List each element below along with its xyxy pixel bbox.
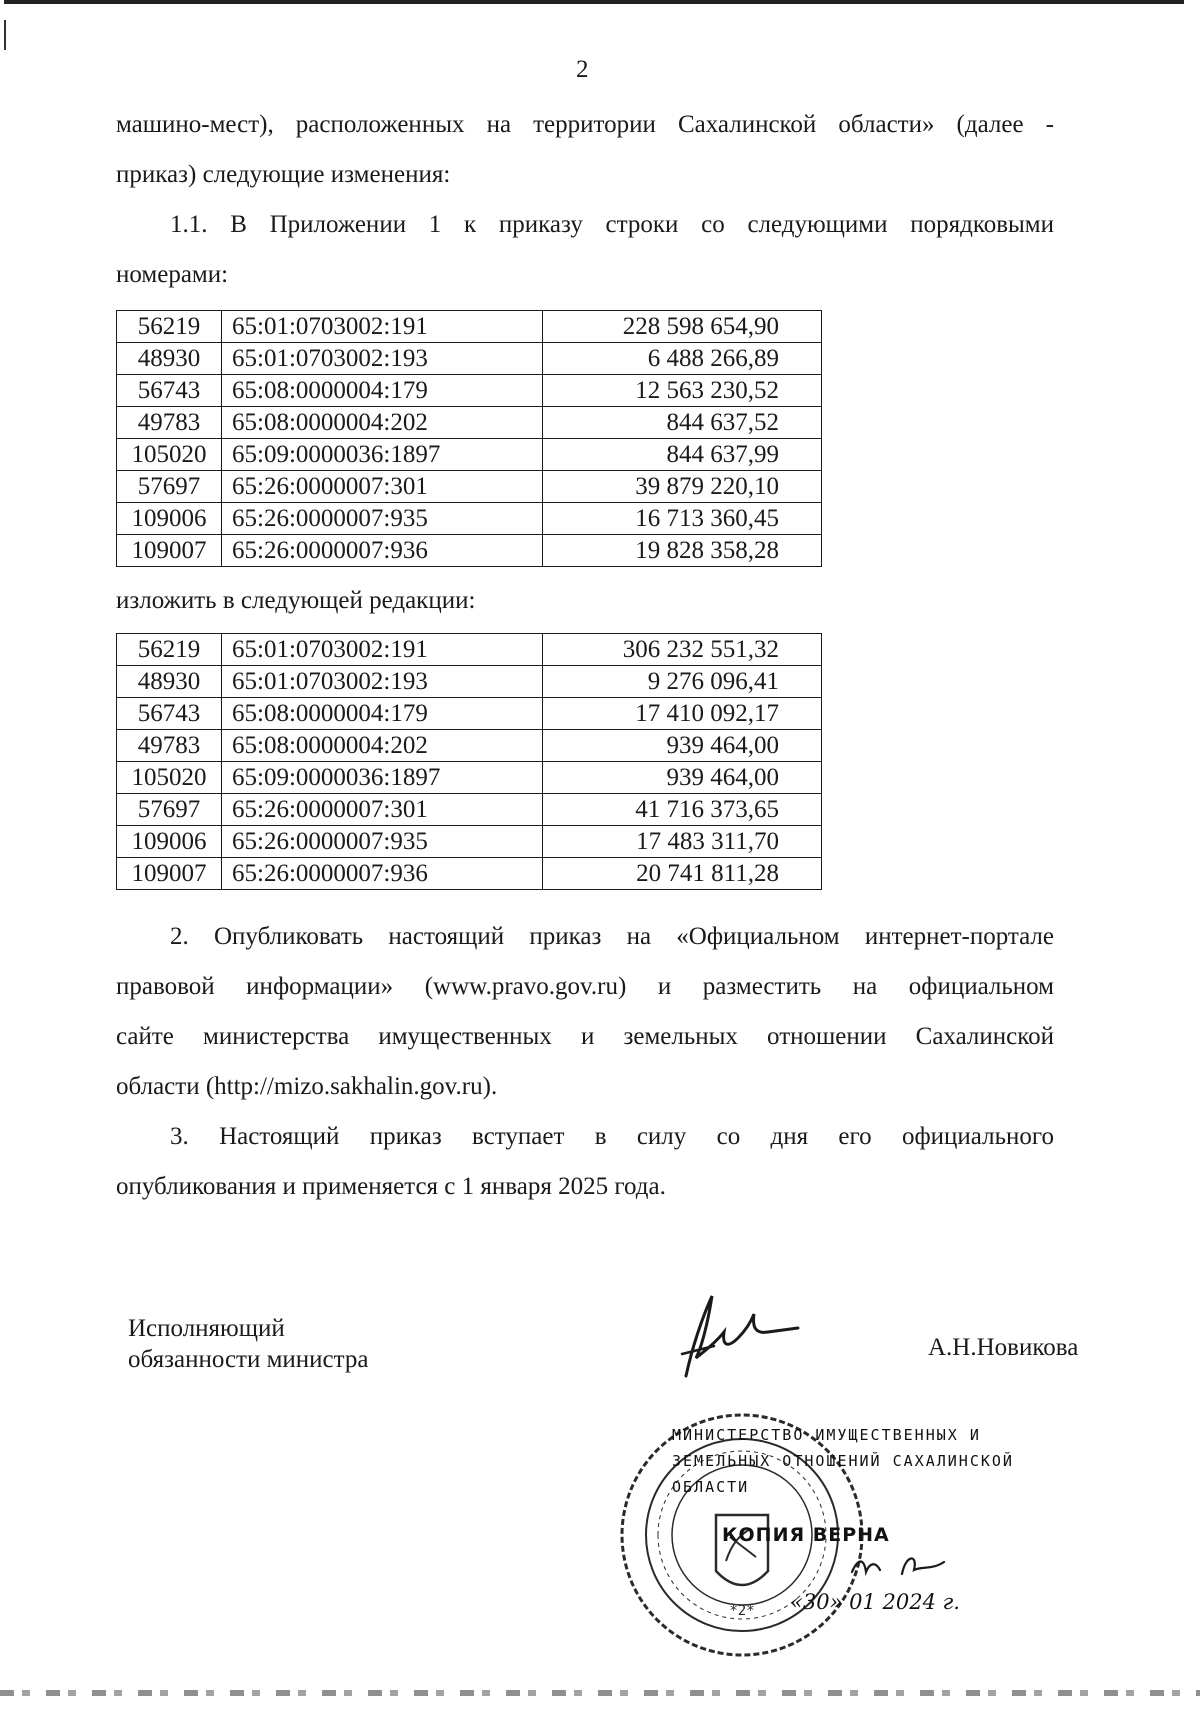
cadastral-number: 65:26:0000007:936 [222,535,543,567]
cadastral-value: 41 716 373,65 [543,794,822,826]
row-number: 56219 [117,634,222,666]
cadastral-value: 228 598 654,90 [543,311,822,343]
cadastral-value: 17 483 311,70 [543,826,822,858]
table-row [117,698,822,730]
intro-line-1: машино-мест), расположенных на территории Сахалинской области» (далее - [116,111,1054,138]
cadastral-value: 306 232 551,32 [543,634,822,666]
table-row [117,794,822,826]
table-row [117,407,822,439]
cadastral-value: 6 488 266,89 [543,343,822,375]
row-number: 49783 [117,407,222,439]
row-number: 48930 [117,666,222,698]
table-row [117,858,822,890]
svg-text:*2*: *2* [729,1603,755,1619]
row-number: 109006 [117,503,222,535]
item-2-line-3: сайте министерства имущественных и земельных отношении Сахалинской [116,1023,1054,1050]
cadastral-value: 844 637,52 [543,407,822,439]
table-row [117,343,822,375]
cadastral-value: 17 410 092,17 [543,698,822,730]
certification-date: «30» 01 2024 г. [790,1590,960,1614]
certification-org-line-1: МИНИСТЕРСТВО ИМУЩЕСТВЕННЫХ И [672,1426,981,1444]
signatory-name: А.Н.Новикова [928,1334,1079,1361]
signatory-title-line-2: обязанности министра [128,1346,369,1373]
cadastral-value: 939 464,00 [543,730,822,762]
row-number: 105020 [117,762,222,794]
cadastral-value: 16 713 360,45 [543,503,822,535]
intro-line-2: приказ) следующие изменения: [116,161,451,188]
cadastral-number: 65:08:0000004:179 [222,698,543,730]
cadastral-number: 65:08:0000004:179 [222,375,543,407]
item-3-line-1: 3. Настоящий приказ вступает в силу со дня его официального [170,1123,1054,1150]
item-2-line-4: области (http://mizo.sakhalin.gov.ru). [116,1073,498,1100]
certification-block [672,1418,1072,1628]
handwritten-signature [672,1288,802,1380]
certification-org-line-2: ЗЕМЕЛЬНЫХ ОТНОШЕНИЙ САХАЛИНСКОЙ [672,1452,1014,1470]
table-row [117,471,822,503]
item-1-1-line-1: 1.1. В Приложении 1 к приказу строки со следующими порядковыми [170,211,1054,238]
table-row [117,503,822,535]
cadastral-number: 65:26:0000007:935 [222,503,543,535]
row-number: 57697 [117,794,222,826]
table-row [117,762,822,794]
cadastral-value: 20 741 811,28 [543,858,822,890]
table-row [117,666,822,698]
cadastral-number: 65:09:0000036:1897 [222,439,543,471]
certifier-initials [822,1548,962,1582]
cadastral-value: 19 828 358,28 [543,535,822,567]
table-new-values [116,633,822,890]
cadastral-value: 12 563 230,52 [543,375,822,407]
signatory-title-line-1: Исполняющий [128,1315,285,1342]
table-row [117,826,822,858]
table-old-values [116,310,822,567]
copy-certified-label: КОПИЯ ВЕРНА [722,1524,890,1546]
cadastral-number: 65:09:0000036:1897 [222,762,543,794]
item-2-line-2: правовой информации» (www.pravo.gov.ru) и разместить на официальном [116,973,1054,1000]
cadastral-number: 65:01:0703002:191 [222,311,543,343]
cadastral-number: 65:08:0000004:202 [222,730,543,762]
transition-text: изложить в следующей редакции: [116,587,476,614]
cadastral-number: 65:26:0000007:935 [222,826,543,858]
row-number: 48930 [117,343,222,375]
row-number: 109007 [117,858,222,890]
cadastral-value: 39 879 220,10 [543,471,822,503]
cadastral-number: 65:01:0703002:191 [222,634,543,666]
row-number: 109007 [117,535,222,567]
cadastral-value: 9 276 096,41 [543,666,822,698]
row-number: 105020 [117,439,222,471]
table-row [117,311,822,343]
page-number: 2 [576,56,589,83]
cadastral-number: 65:08:0000004:202 [222,407,543,439]
cadastral-number: 65:26:0000007:301 [222,794,543,826]
left-scan-mark [4,20,6,50]
cadastral-number: 65:01:0703002:193 [222,666,543,698]
cadastral-number: 65:26:0000007:301 [222,471,543,503]
row-number: 56219 [117,311,222,343]
table-row [117,439,822,471]
signatory-title [128,1313,368,1375]
cadastral-value: 939 464,00 [543,762,822,794]
row-number: 57697 [117,471,222,503]
table-row [117,634,822,666]
cadastral-number: 65:01:0703002:193 [222,343,543,375]
table-row [117,535,822,567]
certification-org-line-3: ОБЛАСТИ [672,1478,750,1496]
item-1-1-line-2: номерами: [116,261,229,288]
row-number: 56743 [117,375,222,407]
top-scan-border [4,0,1184,4]
row-number: 49783 [117,730,222,762]
bottom-scan-noise [0,1690,1200,1696]
item-2-line-1: 2. Опубликовать настоящий приказ на «Официальном интернет-портале [170,923,1054,950]
cadastral-number: 65:26:0000007:936 [222,858,543,890]
item-3-line-2: опубликования и применяется с 1 января 2025 года. [116,1173,666,1200]
table-row [117,730,822,762]
table-row [117,375,822,407]
cadastral-value: 844 637,99 [543,439,822,471]
row-number: 109006 [117,826,222,858]
row-number: 56743 [117,698,222,730]
